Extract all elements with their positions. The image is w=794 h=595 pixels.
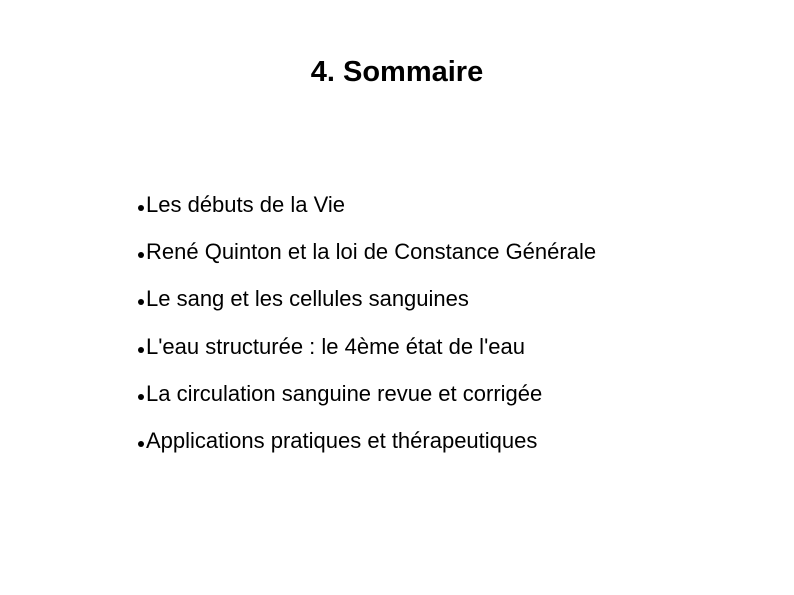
list-item <box>138 233 596 280</box>
list-item-label: Les débuts de la Vie <box>146 192 345 217</box>
list-item-label: La circulation sanguine revue et corrigée <box>146 380 543 406</box>
list-item <box>138 328 596 375</box>
summary-list <box>138 186 596 469</box>
bullet-icon <box>138 205 144 211</box>
list-item-label: L'eau structurée : le 4ème état de l'eau <box>146 333 525 359</box>
list-item-label: Le sang et les cellules sanguines <box>146 286 469 312</box>
bullet-icon <box>138 252 144 258</box>
list-item <box>138 186 596 233</box>
bullet-icon <box>138 441 144 447</box>
list-item-label: Applications pratiques et thérapeutiques <box>146 427 538 453</box>
list-item <box>138 280 596 327</box>
bullet-icon <box>138 299 144 305</box>
bullet-icon <box>138 394 144 400</box>
list-item-label: René Quinton et la loi de Constance Générale <box>146 239 597 265</box>
list-item <box>138 422 596 469</box>
list-item <box>138 375 596 422</box>
bullet-icon <box>138 347 144 353</box>
slide-title: 4. Sommaire <box>310 56 484 88</box>
